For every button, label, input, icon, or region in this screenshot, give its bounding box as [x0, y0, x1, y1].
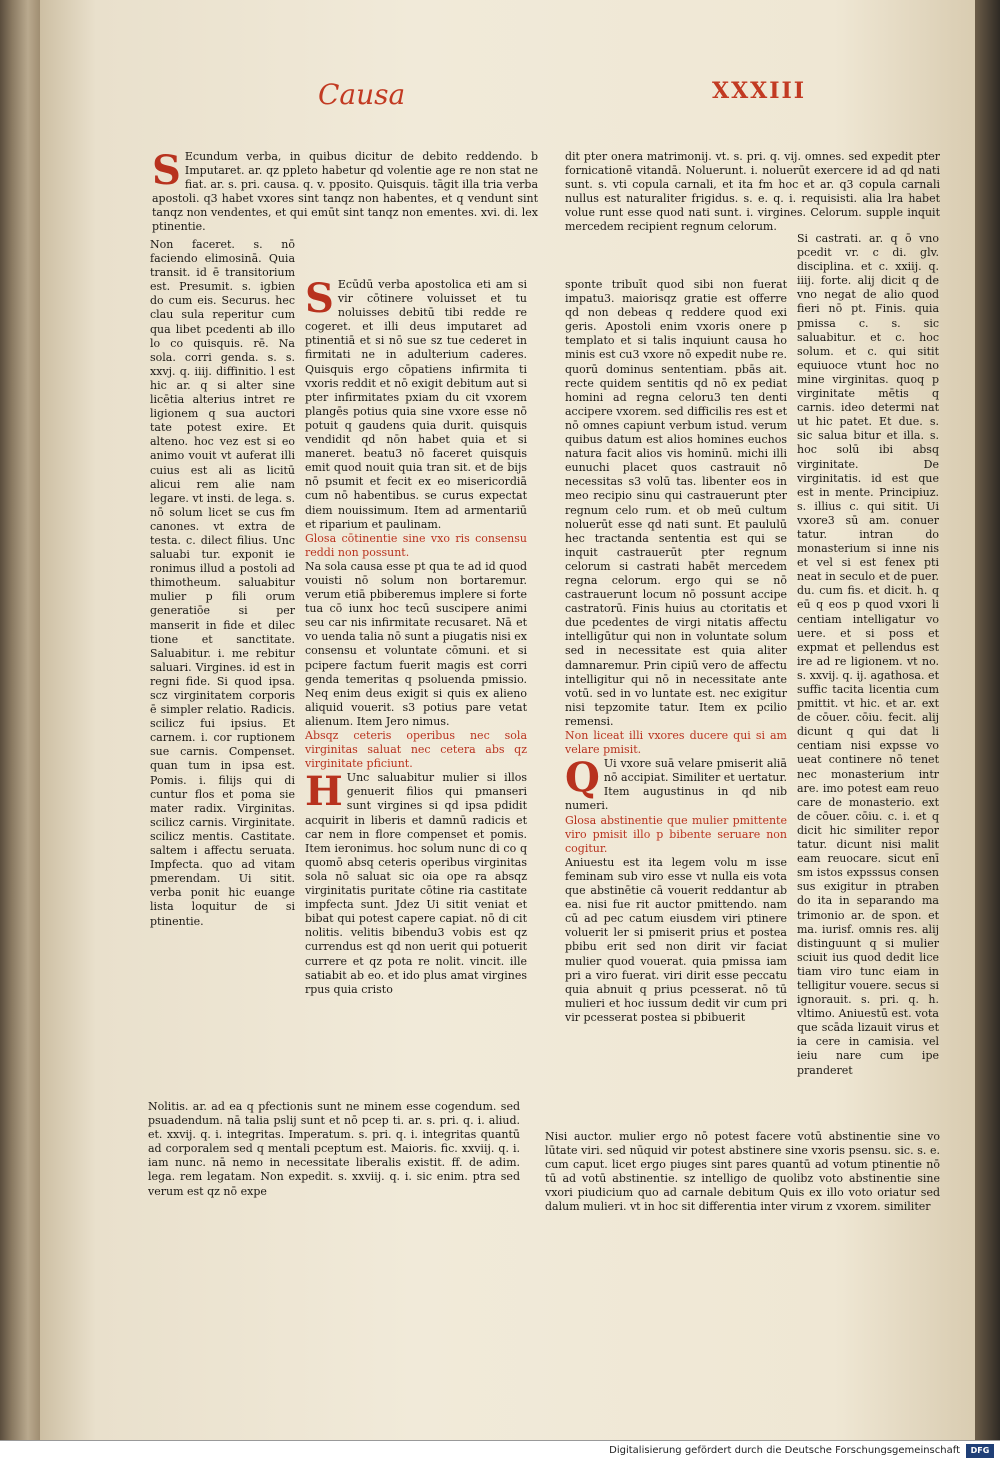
main-text-2: Na sola causa esse pt qua te ad id quod vouisti nō solum non bortaremur. verum etiā pbiberemus implere si forte tua cō iunx hoc tecū suscipere animi seu car nis infirmitate recusaret. Nā et vo uenda talia nō sunt a piugatis nisi ex consensu et voluntate cōmuni. et si pcipere factum fuerit magis est corri genda temeritas q psoluenda pmissio. Neq enim deus exigit si quis ex alieno aliquid vouerit. s3 potius pare vetat alienum. Item Jero nimus.	[305, 559, 527, 728]
initial-h-icon: H	[305, 768, 343, 816]
dfg-logo: DFG	[966, 1444, 994, 1458]
main-text-column-2	[565, 278, 787, 1093]
main-text-4: sponte tribuīt quod sibi non fuerat impatu3. maiorisqz gratie est offerre qd non debeas q reddere quod exi geris. Apostoli enim vxoris onere p templato et si talis inquiunt causa ho minis est cu3 vxore nō expedit nube re. quorū dominus sententiam. pbās ait. recte quidem sentitis qd nō ex pediat homini ad regna celoru3 ten denti accipere vxorem. sed difficilis res est et nō omnes capiunt verbum istud. verum quibus datum est alios homines euchos natura facit alios vis hominū. michi illi eunuchi placet quos castrauit nō necessitas s3 volū tas. libenter eos in meo recipio sinu qui castrauerunt pter regnum celo rum. et ob meū cultum noluerūt esse qd nati sunt. Et paululū hec tractanda sententia est qui se inquit castrauerūt pter regnum celorum si castrati habēt mercedem regna celorum. ergo qui se nō castrauerunt locum nō possunt accipe castratorū. Finis huius au ctoritatis et due pcedentes de virgi nitatis affectu intelligūtur qui non in voluntate solum sed in necessitate est quia aliter damnaremur. Prin cipiū vero de affectu intelligitur qui nō in necessitate ante votū. sed in vo luntate est. nec exigitur nisi tepzomite tatur. Item ex pcilio remensi.	[565, 278, 787, 728]
gloss-bottom-right-text: Nisi auctor. mulier ergo nō potest facere votū abstinentie sine vo lūtate viri. sed nūquid vir potest abstinere sine vxoris psensu. sic. s. e. cum caput. licet ergo piuges sint pares quantū ad votum ptinentie nō tū ad votū abstinentie. sz intelligo de quolibz voto abstinentie sine vxori piudicium quo ad carnale debitum Quis ex illo voto oriatur sed dalum mulieri. vt in hoc sit differentia inter virum z vxorem. similiter	[545, 1130, 940, 1214]
initial-s-icon: S	[152, 150, 181, 194]
gloss-top-right-text: dit pter onera matrimonij. vt. s. pri. q. vij. omnes. sed expedit pter fornicationē vitandā. Noluerunt. i. noluerūt exercere id ad qd nati sunt. s. vti copula carnali, et ita fm hoc et ar. q3 copula carnali nullus est naturaliter frigidus. s. e. q. i. requisisti. alia lra habet volue runt esse quod nati sunt. i. virgines. Celorum. supple inquit mercedem recipient regnum celorum.	[565, 150, 940, 234]
gloss-left-column	[150, 238, 295, 1118]
gloss-right-column	[797, 232, 939, 1132]
running-head-left: Causa	[318, 78, 406, 111]
funding-credit: Digitalisierung gefördert durch die Deutsche Forschungsgemeinschaft	[609, 1445, 960, 1456]
main-text-1: Ecūdū verba apostolica eti am si vir cōtinere voluisset et tu noluisses debitū tibi redde re cogeret. et illi deus imputaret ad ptinentiā et si nō sue sz tue cederet in firmitati ne in adulterium caderes. Quisquis ergo cōpatiens infirmita ti vxoris reddit et nō exigit debitum aut si pter infirmitates pxiam du cit vxorem plangēs potius quia sine vxore esse nō potuit q gaudens quia durit. quisquis vendidit qd nōn habet quia et si maneret. beatu3 nō faceret quisquis emit quod nouit quia tran sit. et de bijs nō psumit et fecit ex eo misericordiā cum nō habentibus. se curus expectat diem nouissimum. Item ad armentariū et riparium et paulinam.	[305, 278, 527, 531]
main-text-6: Aniuestu est ita legem volu m isse feminam sub viro esse vt nulla eis vota que abstinētie cā vouerit reddantur ab ea. nisi fue rit auctor pmittendo. nam cū ad pec catum eiusdem viri ptinere voluerit ler si pmiserit prius et postea pbibu erit sed non dirit vir faciat mulier quod vouerat. quia pmissa iam pri a viro fuerat. viri dirit esse peccatu quia abnuit q prius pcesserat. nō tū mulieri et hoc iussum dedit vir cum pri vir pcesserat postea si pbibuerit	[565, 855, 787, 1024]
footer-bar	[0, 1440, 1000, 1463]
gloss-top-left	[152, 150, 538, 240]
rubric-2: Absqz ceteris operibus nec sola virginitas saluat nec cetera abs qz virginitate pficiunt.	[305, 729, 527, 771]
book-fore-edge	[0, 0, 40, 1440]
gloss-bottom-left	[148, 1100, 520, 1220]
next-page-edge	[975, 0, 1000, 1440]
gloss-bottom-right	[545, 1130, 940, 1220]
initial-s-icon: S	[305, 278, 334, 322]
gloss-top-left-text: Ecundum verba, in quibus dicitur de debito reddendo. b Imputaret. ar. qz ppleto habetur qd volentie age re non stat ne fiat. ar. s. pri. causa. q. v. pposito. Quisquis. tāgit illa tria verba apostoli. q3 habet vxores sint tanqz non habentes, et q vendunt sint tanqz non vendentes, et qui emūt sint tanqz non ementes. xvi. di. lex ptinentie.	[152, 150, 538, 234]
initial-q-icon: Q	[565, 754, 600, 802]
rubric-4: Glosa abstinentie que mulier pmittente viro pmisit illo p bibente seruare non cogitur.	[565, 813, 787, 855]
main-text-column-1	[305, 278, 527, 1098]
rubric-3: Non liceat illi vxores ducere qui si am velare pmisit.	[565, 729, 787, 757]
main-text-5: Ui vxore suā velare pmiserit aliā nō accipiat. Similiter et uertatur. Item augustinus in qd nib numeri.	[565, 757, 787, 813]
running-head-right: XXXIII	[712, 78, 807, 104]
gloss-right-text: Si castrati. ar. q ō vno pcedit vr. c di. glv. disciplina. et c. xxiij. q. iiij. forte. alij dicit q de vno negat de alio quod fieri nō pt. Finis. quia pmissa c. s. sic saluabitur. et c. hoc solum. et c. qui sitit equiuoce vtunt hoc no mine virginitas. quoq p virginitate mētis q carnis. ideo determi nat ut hic patet. Et due. s. sic salua bitur et illa. s. hoc solū ibi absq virginitate. De virginitatis. id est que est in mente. Principiuz. s. illius c. qui sitit. Ui vxore3 sū am. conuer tatur. intran do monasterium si inne nis et vel si est fenex pti neat in seculo et de puer. du. cum fis. et dicit. h. q eū q eos p quod vxori li centiam intelligatur vo uere. et si poss et expmat et pellendus est ire ad re ligionem. vt no. s. xxvij. q. ij. agathosa. et suffic tacita licentia cum pmittit. vt hic. et ar. ext de cōuer. cōiu. fecit. alij dicunt q qui dat li centiam nisi expsse vo ueat continere nō tenet nec monasterium intr are. imo potest eam reuo care de monasterio. ext de cōuer. cōiu. c. i. et q dicit hic similiter repor tatur. dicunt nisi malit eam reuocare. sicut enī sm istos expsssus consen sus exigitur in ptraben do ita in separando ma trimonio ar. de spon. et ma. iurisf. omnis res. alij distinguunt q si mulier sciuit ius quod dedit lice tiam viro tunc eiam in telligitur vouere. secus si ignorauit. s. pri. q. h. vltimo. Aniuestū est. vota que scāda lizauit virus et ia cere in camisia. vel ieiu nare cum ipe pranderet	[797, 232, 939, 1077]
main-text-3: Unc saluabitur mulier si illos genuerit filios qui pmanseri sunt virgines si qd ipsa pdidit acquirit in liberis et damnū radicis et car nem in flore compenset et pomis. Item ieronimus. hoc solum nunc di co q quomō absq ceteris operibus virginitas sola nō saluat sic oia ope ra absqz virginitatis puritate cōtine ria castitate impfecta sunt. Jdez Ui sitit veniat et bibat qui potest capere capiat. nō di cit nolitis. velitis bibendu3 vobis est qz currendus est qd non uerit qui potuerit currere et qz pota re nolit. vincit. ille satiabit ab eo. et ido plus amat virgines rpus quia cristo	[305, 771, 527, 996]
rubric-1: Glosa cōtinentie sine vxo ris consensu reddi non possunt.	[305, 531, 527, 559]
gloss-top-right	[565, 150, 940, 235]
gloss-left-text: Non faceret. s. nō faciendo elimosinā. Quia transit. id ē transitorium est. Presumit. s. igbien do cum eis. Securus. hec clau sula reperitur cum qua libet pcedenti ab illo lo co quisquis. rē. Na sola. corri genda. s. s. xxvj. q. iiij. diffinitio. l est hic ar. q si alter sine licētia alterius intret re ligionem q sua auctori tate potest exire. Et alteno. hoc vez est si eo animo vouit vt auferat illi cuius est ali as licitū alicui rem alie nam legare. vt insti. de lega. s. nō solum licet se cus fm canones. vt extra de testa. c. dilect filius. Unc saluabi tur. exponit ie ronimus illud a postoli ad thimotheum. saluabitur mulier p fili orum generatiōe si per manserit in fide et dilec tione et sanctitate. Saluabitur. i. me rebitur saluari. Virgines. id est in regni fide. Si quod ipsa. scz virginitatem corporis ē simpler relatio. Radicis. scilicz fui ipsius. Et carnem. i. cor ruptionem sue carnis. Compenset. quan tum in ipsa est. Pomis. i. filijs qui di cuntur flos et poma sie mater radix. Virginitas. scilicz carnis. Virginitate. scilicz mentis. Castitate. saltem i affectu seruata. Impfecta. quo ad vitam pmerendam. Ui sitit. verba ponit hic euange lista loquitur de si ptinentie.	[150, 238, 295, 928]
gloss-bottom-left-text: Nolitis. ar. ad ea q pfectionis sunt ne minem esse cogendum. sed psuadendum. nā talia pslij sunt et nō pcep ti. ar. s. pri. q. i. aliud. et. xxvij. q. i. integritas. Imperatum. s. pri. q. i. integritas quantū ad corporalem sed q mentali pceptum est. Maioris. fic. xxviij. q. i. iam nunc. nā nemo in necessitate liberalis existit. ff. de adim. lega. rem legatam. Non expedit. s. xxviij. q. i. sic enim. ptra sed verum est qz nō expe	[148, 1100, 520, 1198]
